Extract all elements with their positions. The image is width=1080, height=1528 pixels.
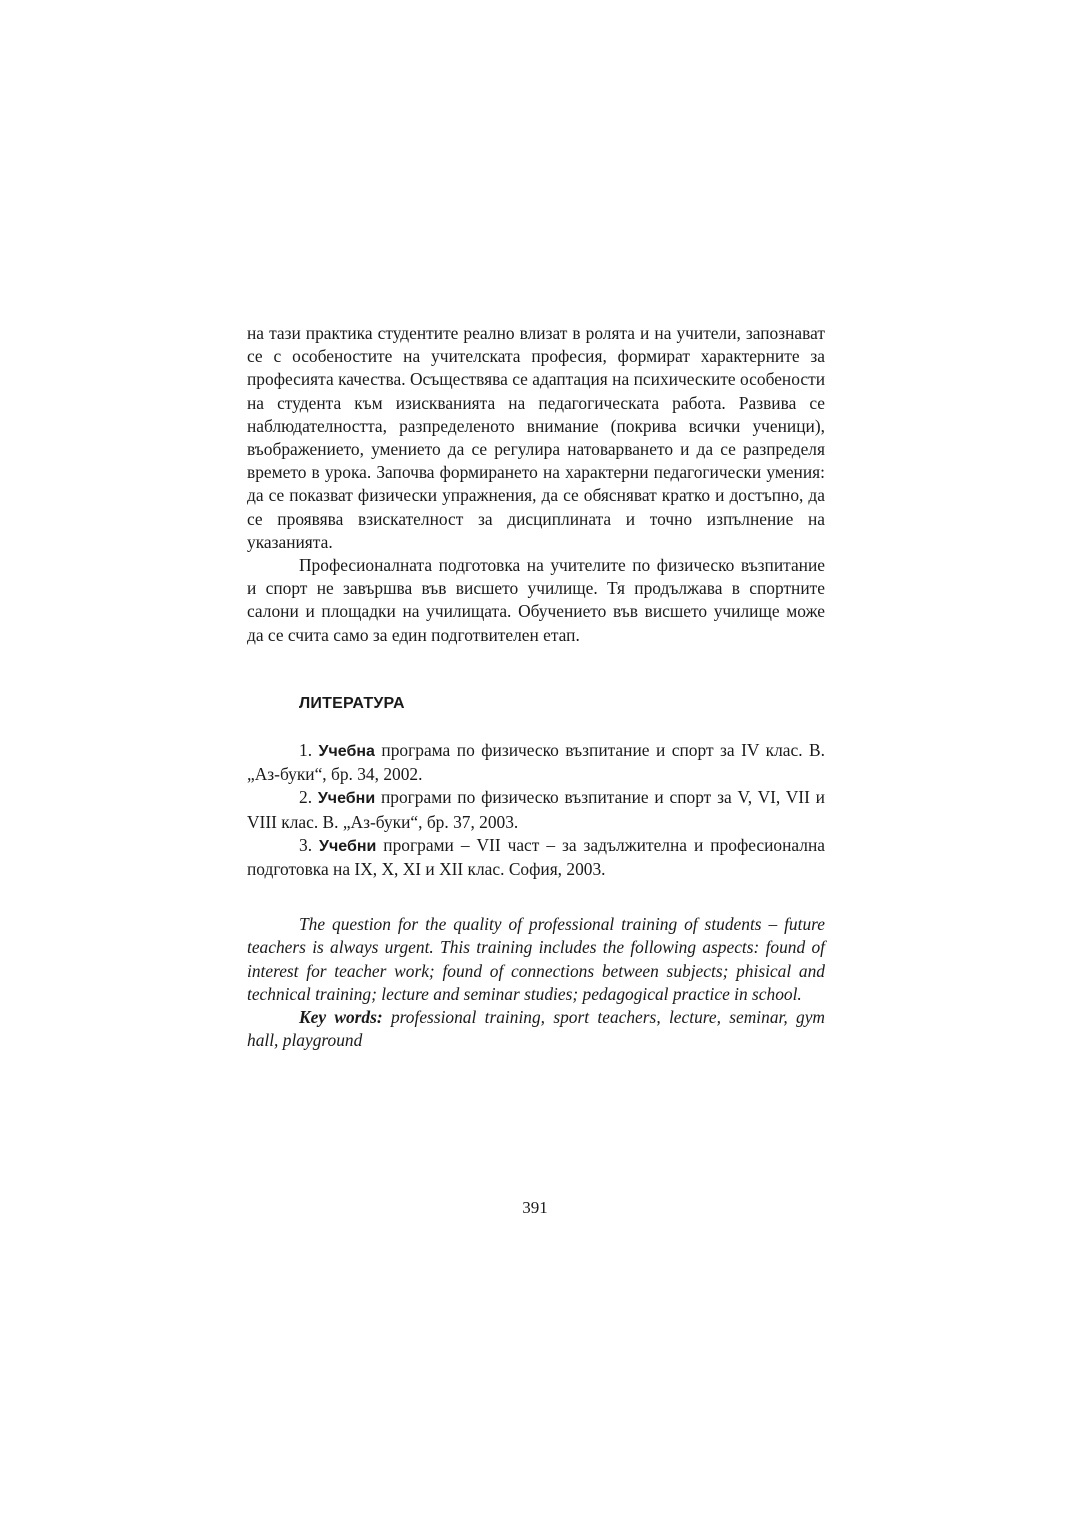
abstract-keywords (247, 1006, 825, 1052)
reference-keyword: Учебни (319, 837, 377, 855)
page-content (247, 322, 825, 1052)
reference-keyword: Учебни (317, 790, 376, 808)
body-paragraph-2: Професионалната подготовка на учителите по физическо възпитание и спорт не завършва във висшето училище. Тя продължава в спортните салони и площадки на училищата. Обучението във висшето училище може да се счита само за един подготвителен етап. (247, 555, 825, 645)
literature-heading: ЛИТЕРАТУРА (299, 694, 405, 712)
reference-text: програми по физическо възпитание и спорт за V, VI, VII и VIII клас. В. „Аз-буки“, бр. 37, 2003. (247, 787, 825, 832)
keywords-label: Key words: (299, 1007, 383, 1028)
reference-item-3 (247, 834, 825, 881)
reference-keyword: Учебна (318, 743, 375, 761)
reference-text: програма по физическо възпитание и спорт за IV клас. В. „Аз-буки“, бр. 34, 2002. (247, 740, 825, 785)
reference-number: 3. (299, 834, 313, 855)
keywords-list: professional training, sport teachers, lecture, seminar, gym hall, playground (247, 1007, 825, 1051)
body-paragraph-1: на тази практика студентите реално влизат в ролята и на учители, запознават се с особеностите на учителската професия, формират характерните за професията качества. Осъществява се адаптация на психическите особености на студента към изискванията на педагогическата работа. Развива се наблюдателността, разпределеното внимание (покрива всички ученици), въображението, умението да се регулира натоварването и да се разпределя времето в урока. Започва формирането на характерни педагогически умения: да се показват физически упражнения, да се обясняват кратко и достъпно, да се проявява взискателност за дисциплината и точно изпълнение на указанията. (247, 323, 825, 552)
reference-item-1 (247, 739, 825, 786)
english-abstract (247, 913, 825, 1052)
reference-item-2 (247, 786, 825, 833)
reference-number: 2. (299, 787, 313, 808)
page-number: 391 (522, 1198, 548, 1217)
reference-text: програми – VII част – за задължителна и професионална подготовка на IX, X, XI и XII клас. София, 2003. (247, 834, 825, 880)
reference-list (247, 739, 825, 881)
abstract-text: The question for the quality of professional training of students – future teachers is always urgent. This training includes the following aspects: found of interest for teacher work; found of connections between subjects; phisical and technical training; lecture and seminar studies; pedagogical practice in school. (247, 914, 825, 1004)
reference-number: 1. (299, 740, 313, 761)
